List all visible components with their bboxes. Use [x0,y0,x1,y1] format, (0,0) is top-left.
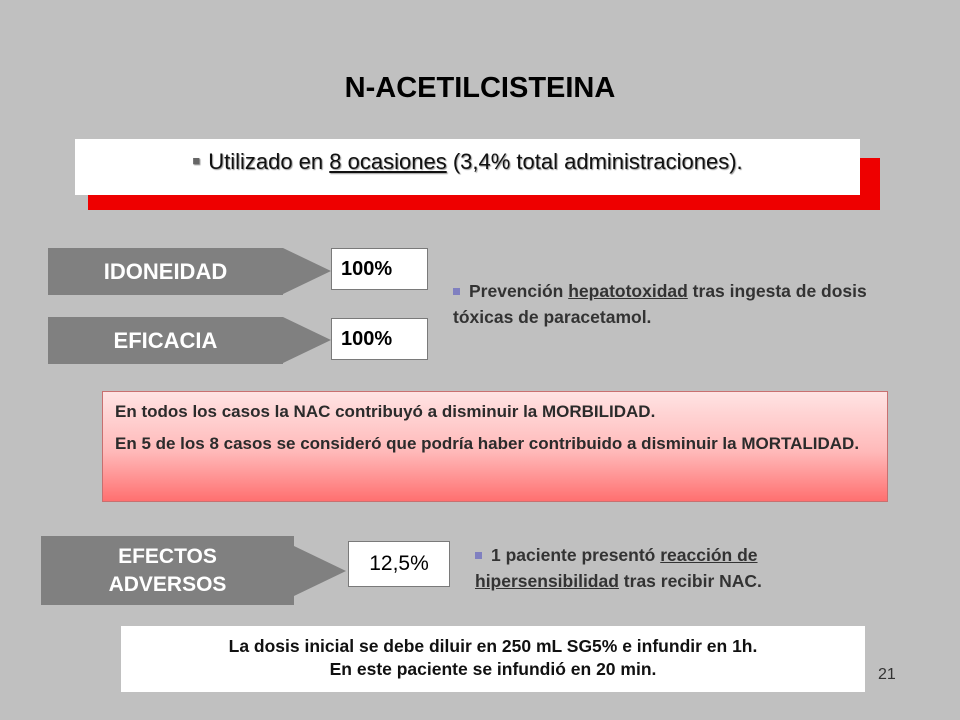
prevention-suffix: tras ingesta de dosis tóxicas de paracetamol. [453,281,867,327]
idoneidad-label: IDONEIDAD [48,248,283,295]
banner-suffix: total administraciones). [510,149,743,174]
dose-line1: La dosis inicial se debe diluir en 250 mL SG5% e infundir en 1h. [228,636,758,656]
square-bullet-icon: ■ [192,153,201,168]
reaction-prefix: 1 paciente presentó [491,545,661,565]
outcome-mortality: En 5 de los 8 casos se consideró que podría haber contribuido a disminuir la MORTALIDAD. [115,434,860,453]
square-bullet-icon [475,552,482,559]
reaction-term: reacción de hipersensibilidad [475,545,758,591]
arrow-right-icon [294,546,346,596]
eficacia-value: 100% [331,318,428,360]
square-bullet-icon [453,288,460,295]
dose-line2: En este paciente se infundió en 20 min. [329,659,657,679]
prevention-note [453,278,923,330]
usage-banner [75,139,860,195]
eficacia-label: EFICACIA [48,317,283,364]
dose-note-box [121,626,865,692]
outcomes-box [102,391,888,502]
outcome-morbidity: En todos los casos la NAC contribuyó a disminuir la MORBILIDAD. [115,402,656,421]
banner-occasions: 8 ocasiones [329,149,447,174]
prevention-prefix: Prevención [469,281,569,301]
efectos-value: 12,5% [348,541,450,587]
idoneidad-value: 100% [331,248,428,290]
banner-percent: 3,4% [460,149,511,174]
efectos-adversos-label [41,536,294,605]
banner-middle: ( [446,149,461,174]
prevention-term: hepatotoxidad [568,281,688,301]
reaction-note [475,542,895,594]
arrow-right-icon [283,248,331,294]
efectos-label-line1: EFECTOS [118,544,217,568]
arrow-right-icon [283,317,331,363]
slide-title: N-ACETILCISTEINA [344,72,616,104]
reaction-suffix: tras recibir NAC. [618,571,762,591]
efectos-label-line2: ADVERSOS [108,572,227,596]
page-number: 21 [878,666,896,683]
banner-prefix: Utilizado en [208,149,330,174]
usage-banner-text [192,149,742,175]
